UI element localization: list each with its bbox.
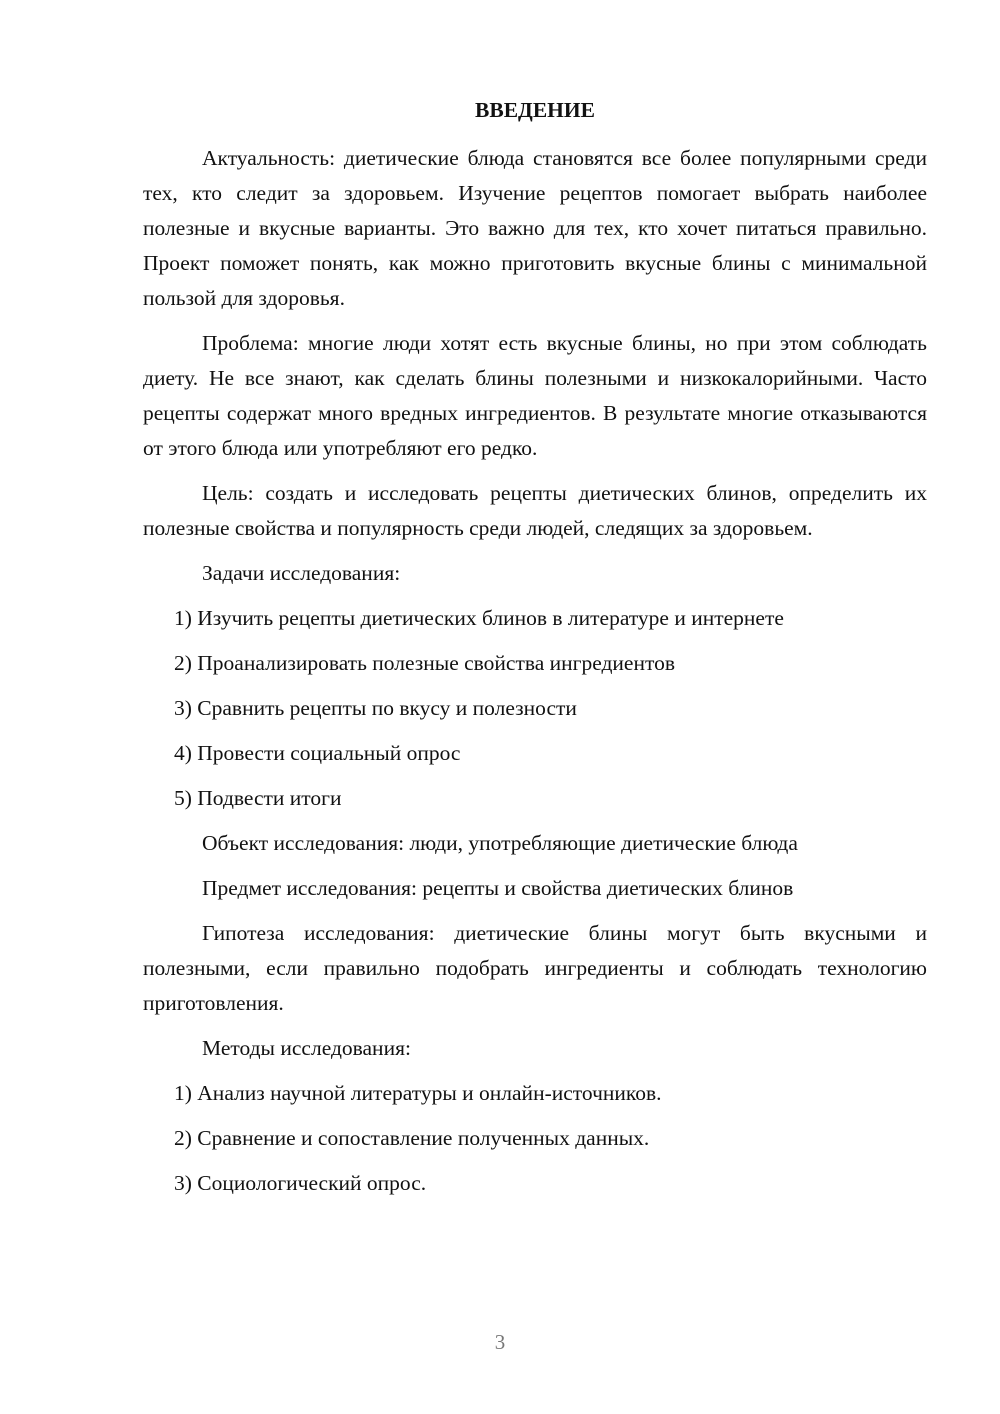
goal-paragraph: Цель: создать и исследовать рецепты диетических блинов, определить их полезные свойства и популярность среди людей, следящих за здоровьем. (143, 481, 927, 540)
page-content (143, 93, 927, 1211)
methods-heading: Методы исследования: (202, 1036, 411, 1060)
task-item-1: 1) Изучить рецепты диетических блинов в литературе и интернете (174, 606, 784, 630)
task-item-4: 4) Провести социальный опрос (174, 741, 461, 765)
task-item-2: 2) Проанализировать полезные свойства ингредиентов (174, 651, 675, 675)
method-item-2: 2) Сравнение и сопоставление полученных данных. (174, 1126, 650, 1150)
research-subject: Предмет исследования: рецепты и свойства диетических блинов (202, 876, 794, 900)
task-item-5: 5) Подвести итоги (174, 786, 342, 810)
method-item-1: 1) Анализ научной литературы и онлайн-источников. (174, 1081, 662, 1105)
research-object: Объект исследования: люди, употребляющие диетические блюда (202, 831, 798, 855)
research-hypothesis: Гипотеза исследования: диетические блины могут быть вкусными и полезными, если правильно подобрать ингредиенты и соблюдать технологию приготовления. (143, 921, 927, 1015)
tasks-heading: Задачи исследования: (202, 561, 401, 585)
problem-paragraph: Проблема: многие люди хотят есть вкусные блины, но при этом соблюдать диету. Не все знают, как сделать блины полезными и низкокалорийными. Часто рецепты содержат много вредных ингредиентов. В результате многие отказываются от этого блюда или употребляют его редко. (143, 331, 927, 460)
section-title: ВВЕДЕНИЕ (475, 98, 595, 122)
page-number: 3 (494, 1330, 506, 1354)
method-item-3: 3) Социологический опрос. (174, 1171, 427, 1195)
relevance-paragraph: Актуальность: диетические блюда становятся все более популярными среди тех, кто следит за здоровьем. Изучение рецептов помогает выбрать наиболее полезные и вкусные варианты. Это важно для тех, кто хочет питаться правильно. Проект поможет понять, как можно приготовить вкусные блины с минимальной пользой для здоровья. (143, 146, 927, 310)
task-item-3: 3) Сравнить рецепты по вкусу и полезности (174, 696, 577, 720)
